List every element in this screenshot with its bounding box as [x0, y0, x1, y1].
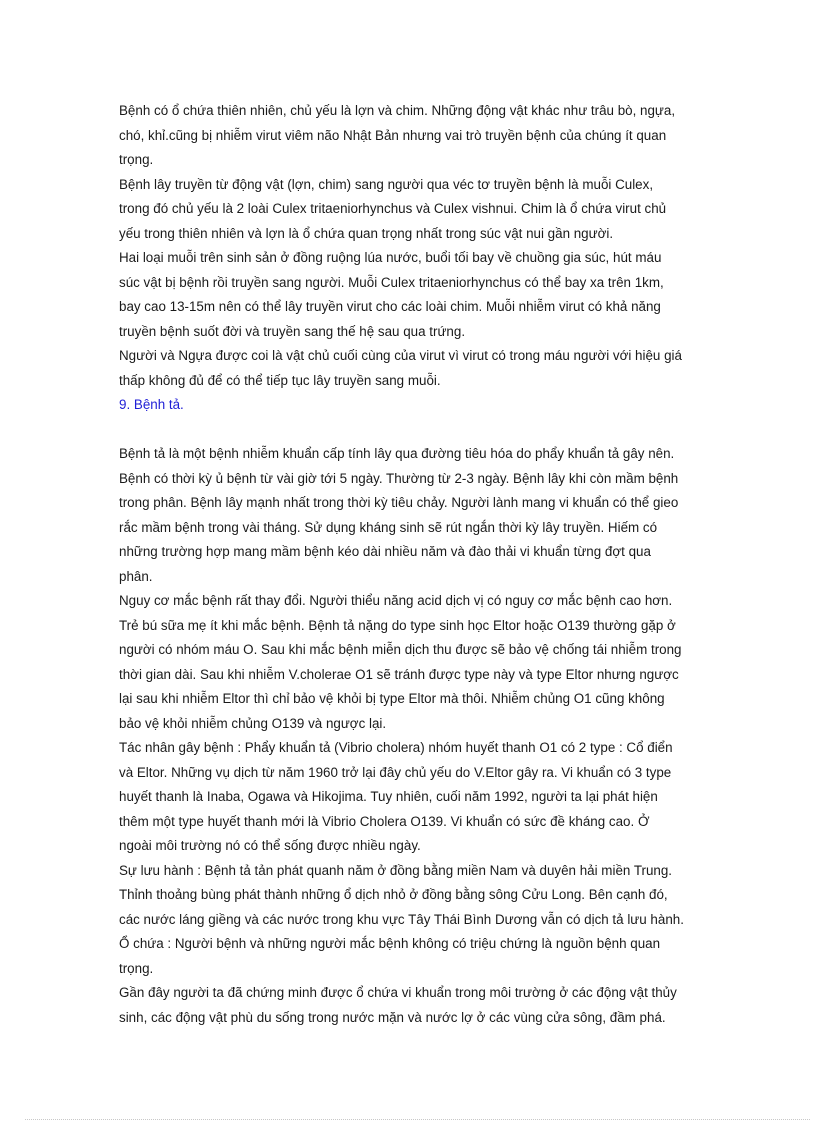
text-line: ngoài môi trường nó có thể sống được nhiều ngày. [119, 838, 421, 853]
text-line: súc vật bị bệnh rồi truyền sang người. Muỗi Culex tritaeniorhynchus có thể bay xa trên 1km, [119, 274, 664, 290]
text-line: truyền bệnh suốt đời và truyền sang thế hệ sau qua trứng. [119, 323, 466, 339]
text-line: lại sau khi nhiễm Eltor thì chỉ bảo vệ khỏi bị type Eltor mà thôi. Nhiễm chủng O1 cũng không [119, 691, 665, 706]
document-body [119, 99, 694, 1030]
text-line: phân. [119, 568, 153, 584]
text-line: các nước láng giềng và các nước trong khu vực Tây Thái Bình Dương vẫn có dịch tả lưu hành. [119, 911, 684, 927]
text-line: Bệnh lây truyền từ động vật (lợn, chim) sang người qua véc tơ truyền bệnh là muỗi Culex, [119, 176, 654, 192]
paragraph-prevalence [119, 859, 694, 933]
text-line: những trường hợp mang mầm bệnh kéo dài nhiều năm và đào thải vi khuẩn từng đợt qua [119, 544, 651, 559]
text-line: Bệnh tả là một bệnh nhiễm khuẩn cấp tính lây qua đường tiêu hóa do phẩy khuẩn tả gây nên. [119, 446, 675, 461]
text-line: Thỉnh thoảng bùng phát thành những ổ dịch nhỏ ở đồng bằng sông Cửu Long. Bên cạnh đó, [119, 887, 668, 902]
text-line: Ổ chứa : Người bệnh và những người mắc bệnh không có triệu chứng là nguồn bệnh quan [119, 936, 661, 951]
paragraph-reservoir-cholera [119, 932, 694, 981]
text-line: Nguy cơ mắc bệnh rất thay đổi. Người thiểu năng acid dịch vị có nguy cơ mắc bệnh cao hơn. [119, 593, 673, 608]
paragraph-mosquitoes [119, 246, 694, 344]
text-line: Bệnh có thời kỳ ủ bệnh từ vài giờ tới 5 ngày. Thường từ 2-3 ngày. Bệnh lây khi còn mầm bệnh [119, 470, 679, 486]
text-line: và Eltor. Những vụ dịch từ năm 1960 trở lại đây chủ yếu do V.Eltor gây ra. Vi khuẩn có 3 type [119, 764, 672, 780]
paragraph-pathogen [119, 736, 694, 859]
paragraph-reservoir [119, 99, 694, 173]
text-line: trong phân. Bệnh lây mạnh nhất trong thời kỳ tiêu chảy. Người lành mang vi khuẩn có thể gieo [119, 495, 679, 510]
paragraph-transmission [119, 173, 694, 247]
paragraph-risk [119, 589, 694, 736]
text-line: huyết thanh là Inaba, Ogawa và Hikojima. Tuy nhiên, cuối năm 1992, người ta lại phát hiện [119, 789, 658, 804]
text-line: Bệnh có ổ chứa thiên nhiên, chủ yếu là lợn và chim. Những động vật khác như trâu bò, ngựa, [119, 103, 676, 118]
text-line: Tác nhân gây bệnh : Phẩy khuẩn tả (Vibrio cholera) nhóm huyết thanh O1 có 2 type : Cổ điển [119, 740, 673, 755]
text-line: trọng. [119, 152, 154, 167]
text-line: bay cao 13-15m nên có thể lây truyền virut cho các loài chim. Muỗi nhiễm virut có khả năng [119, 299, 661, 314]
text-line: sinh, các động vật phù du sống trong nước mặn và nước lợ ở các vùng cửa sông, đầm phá. [119, 1009, 666, 1025]
paragraph-cholera-intro [119, 442, 694, 589]
paragraph-environment [119, 981, 694, 1030]
text-line: trong đó chủ yếu là 2 loài Culex tritaeniorhynchus và Culex vishnui. Chim là ổ chứa virut chủ [119, 201, 667, 216]
text-line: bảo vệ khỏi nhiễm chủng O139 và ngược lại. [119, 715, 387, 731]
text-line: thấp không đủ để có thể tiếp tục lây truyền sang muỗi. [119, 372, 441, 388]
text-line: người có nhóm máu O. Sau khi mắc bệnh miễn dịch thu được sẽ bảo vệ chống tái nhiễm trong [119, 642, 682, 657]
text-line: thêm một type huyết thanh mới là Vibrio Cholera O139. Vi khuẩn có sức đề kháng cao. Ở [119, 813, 650, 829]
text-line: yếu trong thiên nhiên và lợn là ổ chứa quan trọng nhất trong súc vật nui gần người. [119, 225, 614, 241]
text-line: chó, khỉ.cũng bị nhiễm virut viêm não Nhật Bản nhưng vai trò truyền bệnh của chúng ít quan [119, 127, 667, 143]
text-line: Sự lưu hành : Bệnh tả tản phát quanh năm ở đồng bằng miền Nam và duyên hải miền Trung. [119, 862, 673, 878]
section-heading: 9. Bệnh tả. [119, 397, 184, 412]
text-line: rắc mầm bệnh trong vài tháng. Sử dụng kháng sinh sẽ rút ngắn thời kỳ lây truyền. Hiếm có [119, 519, 658, 535]
text-line: Gần đây người ta đã chứng minh được ổ chứa vi khuẩn trong môi trường ở các động vật thủy [119, 985, 677, 1000]
text-line: Người và Ngựa được coi là vật chủ cuối cùng của virut vì virut có trong máu người với hiệu giá [119, 348, 682, 363]
blank-line [119, 418, 694, 443]
text-line: Hai loại muỗi trên sinh sản ở đồng ruộng lúa nước, buổi tối bay về chuồng gia súc, hút máu [119, 250, 662, 265]
text-line: trọng. [119, 960, 154, 976]
paragraph-final-host [119, 344, 694, 393]
text-line: thời gian dài. Sau khi nhiễm V.cholerae O1 sẽ tránh được type này và type Eltor nhưng ngược [119, 666, 679, 682]
text-line: Trẻ bú sữa mẹ ít khi mắc bệnh. Bệnh tả nặng do type sinh học Eltor hoặc O139 thường gặp ở [119, 617, 676, 633]
page-bottom-divider [25, 1119, 810, 1120]
